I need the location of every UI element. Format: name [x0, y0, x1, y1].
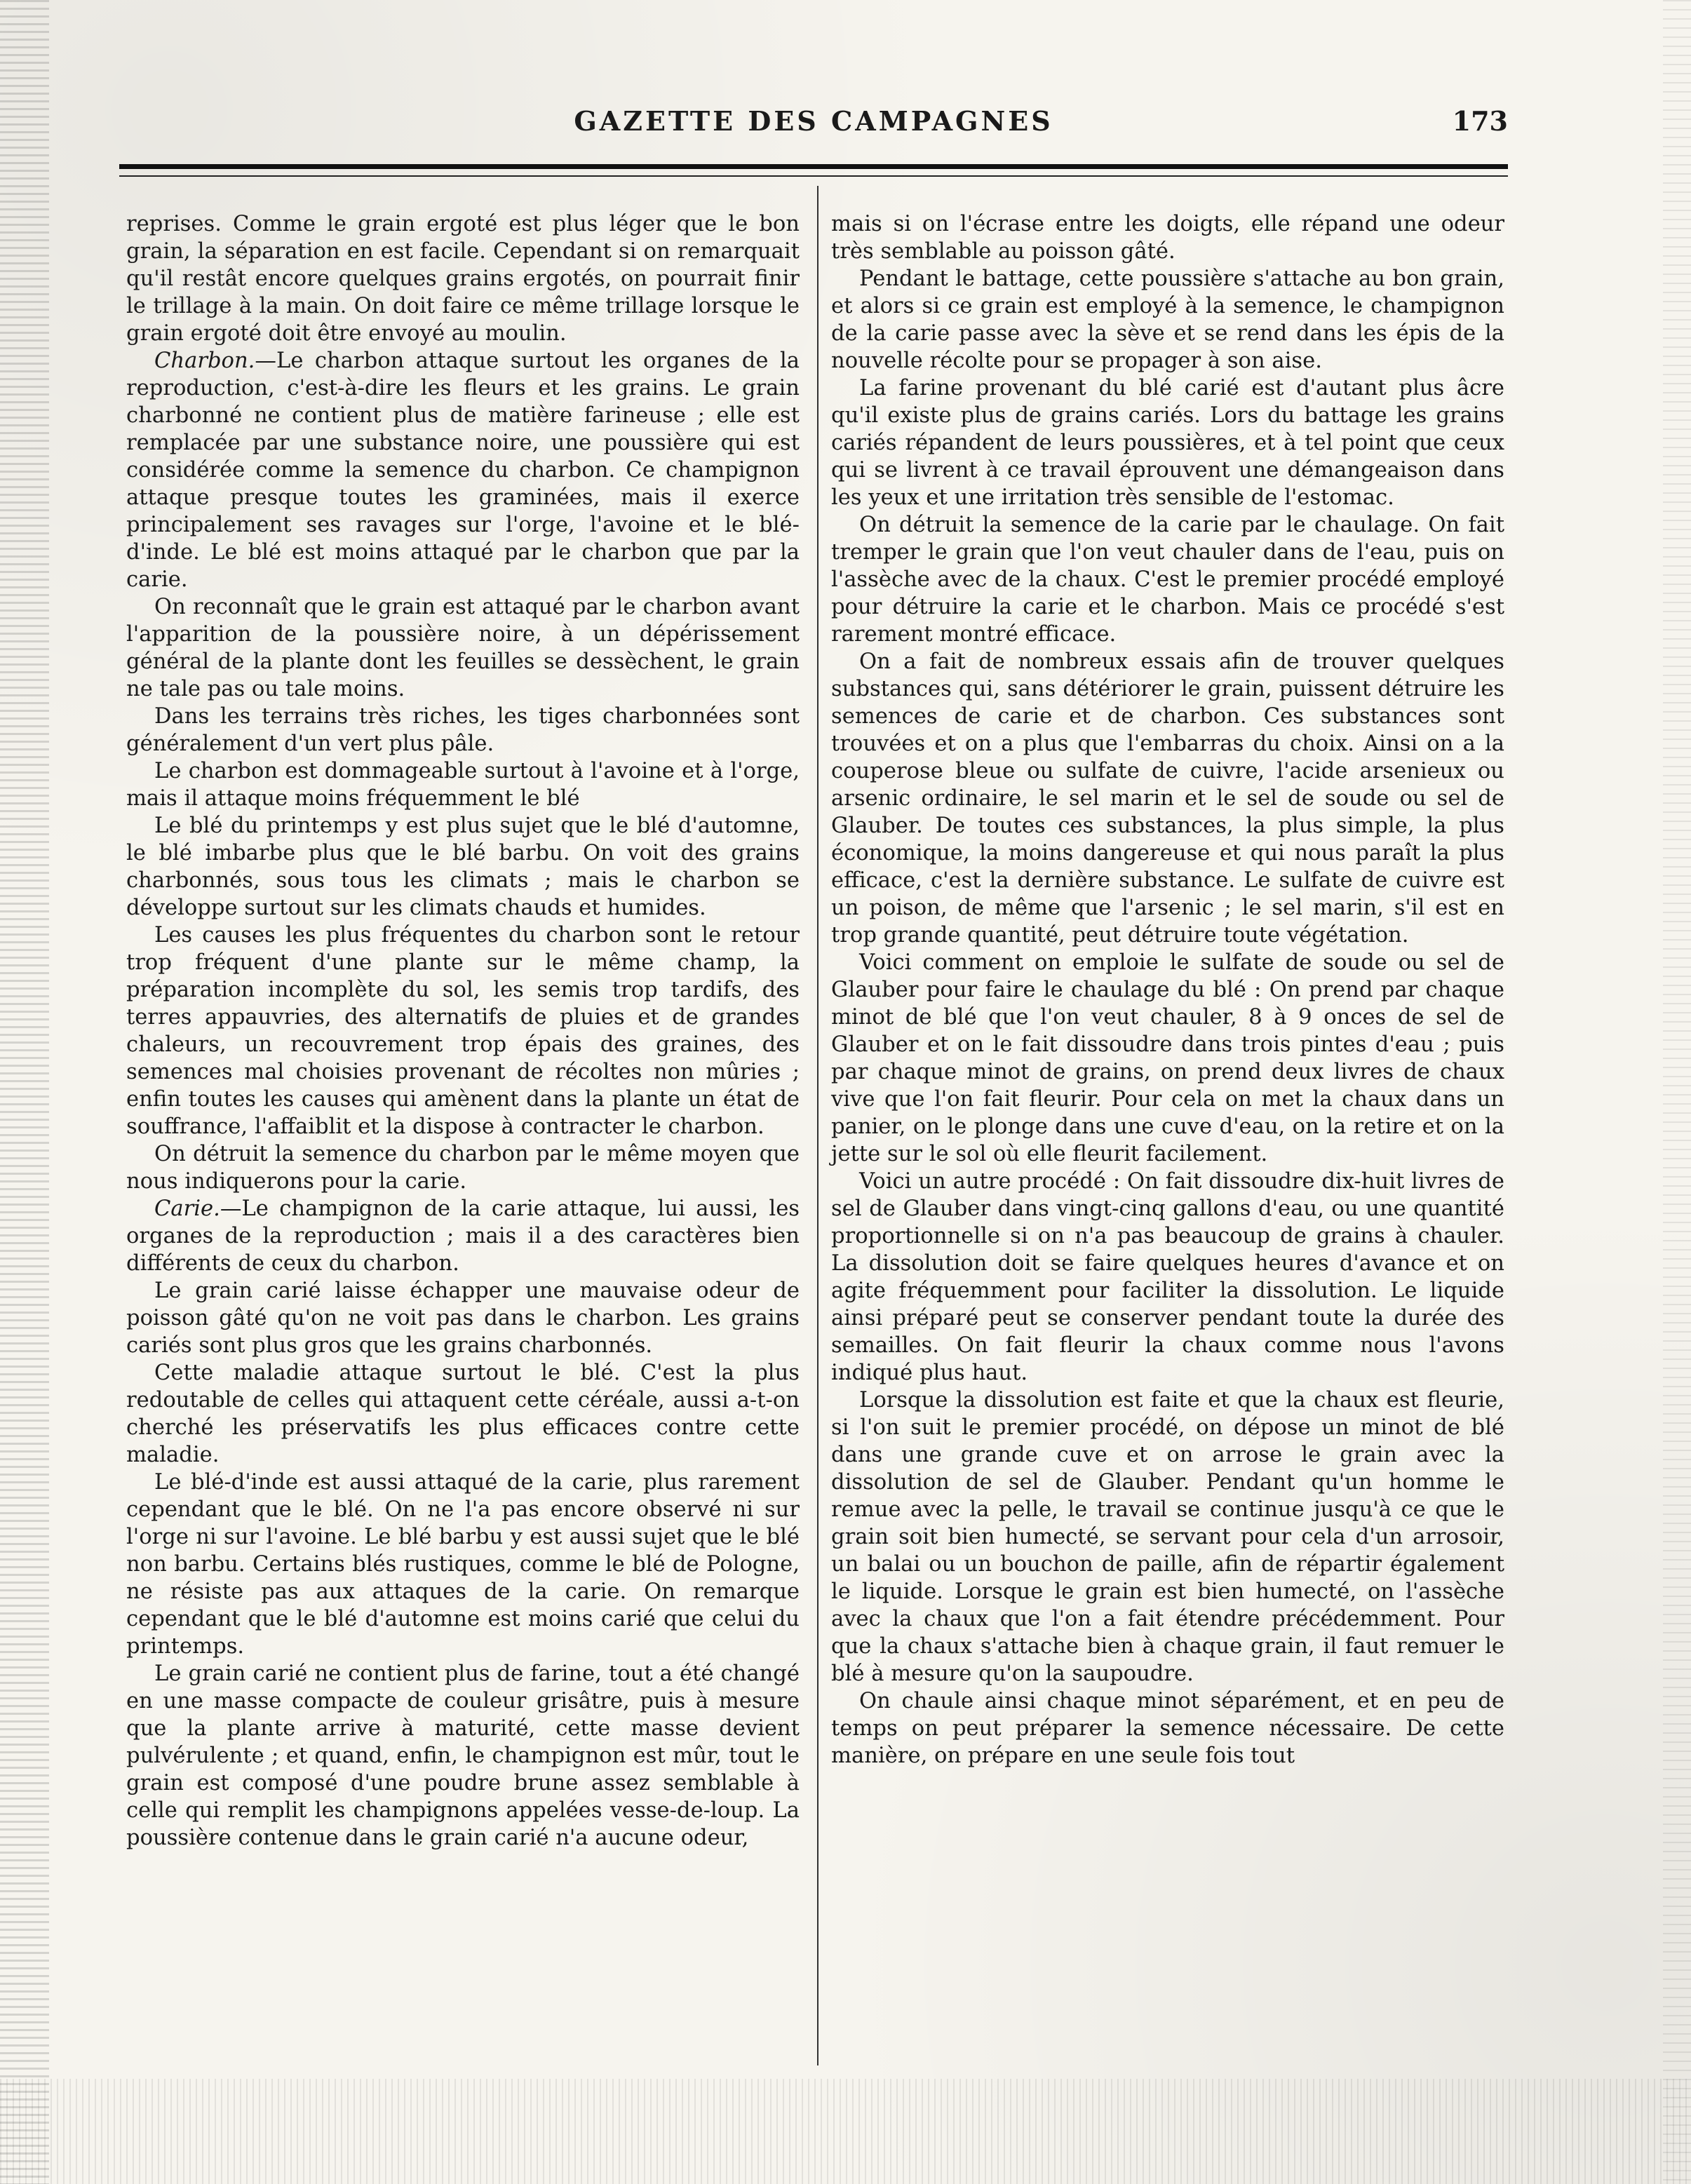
paragraph [831, 1387, 1504, 1687]
paragraph-text: Le grain carié ne contient plus de farine, tout a été changé en une masse compacte de couleur grisâtre, puis à mesure que la plante arrive à maturité, cette masse devient pulvérulente ; et quand, enfin, le champignon est mûr, tout le grain est composé d'une poudre brune assez semblable à celle qui remplit les champignons appelées vesse-de-loup. La poussière contenue dans le grain carié n'a aucune odeur, [126, 1661, 800, 1850]
paragraph [126, 593, 800, 703]
paragraph [831, 1168, 1504, 1387]
paragraph [126, 757, 800, 812]
paragraph-text: La farine provenant du blé carié est d'autant plus âcre qu'il existe plus de grains cariés. Lors du battage les grains cariés répandent de leurs poussières, et à tel point que ceux qui se livrent à ce travail éprouvent une démangeaison dans les yeux et une irritation très sensible de l'estomac. [831, 376, 1504, 510]
paragraph-text: On a fait de nombreux essais afin de trouver quelques substances qui, sans détériorer le grain, puissent détruire les semences de carie et de charbon. Ces substances sont trouvées et on a plus que l'embarras du choix. Ainsi on a la couperose bleue ou sulfate de cuivre, l'acide arsenieux ou arsenic ordinaire, le sel marin et le sel de soude ou sel de Glauber. De toutes ces substances, la plus simple, la plus économique, la moins dangereuse et qui nous paraît la plus efficace, c'est la dernière substance. Le sulfate de cuivre est un poison, de même que l'arsenic ; le sel marin, s'il est en trop grande quantité, peut détruire toute végétation. [831, 649, 1504, 948]
scan-edge-right [1663, 0, 1691, 2184]
paragraph [126, 1277, 800, 1359]
section-lead: Charbon. [154, 349, 255, 373]
paragraph-text: On reconnaît que le grain est attaqué par le charbon avant l'apparition de la poussière noire, à un dépérissement général de la plante dont les feuilles se dessèchent, le grain ne tale pas ou tale moins. [126, 595, 800, 701]
paragraph-text: Voici un autre procédé : On fait dissoudre dix-huit livres de sel de Glauber dans vingt-cinq gallons d'eau, ou une quantité proportionnelle si on n'a pas beaucoup de grains à chauler. La dissolution doit se faire quelques heures d'avance et on agite fréquemment pour faciliter la dissolution. Le liquide ainsi préparé peut se conserver pendant toute la durée des semailles. On fait fleurir la chaux comme nous l'avons indiqué plus haut. [831, 1169, 1504, 1385]
column-divider [817, 186, 818, 2065]
publication-title: GAZETTE DES CAMPAGNES [574, 105, 1053, 137]
paragraph-text: Le grain carié laisse échapper une mauvaise odeur de poisson gâté qu'on ne voit pas dans le charbon. Les grains cariés sont plus gros que les grains charbonnés. [126, 1279, 800, 1358]
paragraph [831, 949, 1504, 1168]
paragraph-text: Les causes les plus fréquentes du charbon sont le retour trop fréquent d'une plante sur le même champ, la préparation incomplète du sol, les semis trop tardifs, des terres appauvries, des alternatifs de pluies et de grandes chaleurs, un recouvrement trop épais des graines, des semences mal choisies provenant de récoltes non mûries ; enfin toutes les causes qui amènent dans la plante un état de souffrance, l'affaiblit et la dispose à contracter le charbon. [126, 923, 800, 1139]
paragraph [831, 648, 1504, 949]
paragraph-text: —Le champignon de la carie attaque, lui aussi, les organes de la reproduction ; mais il a des caractères bien différents de ceux du charbon. [126, 1197, 800, 1276]
paragraph-text: reprises. Comme le grain ergoté est plus léger que le bon grain, la séparation en est facile. Cependant si on remarquait qu'il restât encore quelques grains ergotés, on pourrait finir le trillage à la main. On doit faire ce même trillage lorsque le grain ergoté doit être envoyé au moulin. [126, 212, 800, 346]
paragraph-text: Pendant le battage, cette poussière s'attache au bon grain, et alors si ce grain est employé à la semence, le champignon de la carie passe avec la sève et se rend dans les épis de la nouvelle récolte pour se propager à son aise. [831, 267, 1504, 373]
paragraph-text: mais si on l'écrase entre les doigts, elle répand une odeur très semblable au poisson gâté. [831, 212, 1504, 264]
paragraph [126, 1195, 800, 1277]
paragraph-text: Cette maladie attaque surtout le blé. C'est la plus redoutable de celles qui attaquent cette céréale, aussi a-t-on cherché les préservatifs les plus efficaces contre cette maladie. [126, 1361, 800, 1467]
left-column [126, 210, 800, 1852]
paragraph-text: Le blé du printemps y est plus sujet que le blé d'automne, le blé imbarbe plus que le blé barbu. On voit des grains charbonnés, sous tous les climats ; mais le charbon se développe surtout sur les climats chauds et humides. [126, 814, 800, 920]
paragraph-text: Le charbon est dommageable surtout à l'avoine et à l'orge, mais il attaque moins fréquemment le blé [126, 759, 800, 811]
scan-edge-bottom [0, 2079, 1691, 2184]
paragraph-text: Voici comment on emploie le sulfate de soude ou sel de Glauber pour faire le chaulage du blé : On prend par chaque minot de blé que l'on veut chauler, 8 à 9 onces de sel de Glauber et on le fait dissoudre dans trois pintes d'eau ; puis par chaque minot de grains, on prend deux livres de chaux vive que l'on fait fleurir. Pour cela on met la chaux dans un panier, on le plonge dans une cuve d'eau, on la retire et on la jette sur le sol où elle fleurit facilement. [831, 950, 1504, 1166]
paragraph [831, 375, 1504, 511]
paragraph-text: On chaule ainsi chaque minot séparément, et en peu de temps on peut préparer la semence nécessaire. De cette manière, on prépare en une seule fois tout [831, 1689, 1504, 1768]
paragraph-text: Le blé-d'inde est aussi attaqué de la carie, plus rarement cependant que le blé. On ne l'a pas encore observé ni sur l'orge ni sur l'avoine. Le blé barbu y est aussi sujet que le blé non barbu. Certains blés rustiques, comme le blé de Pologne, ne résiste pas aux attaques de la carie. On remarque cependant que le blé d'automne est moins carié que celui du printemps. [126, 1470, 800, 1659]
paragraph [126, 812, 800, 922]
page-number: 173 [1452, 105, 1508, 137]
paragraph [831, 210, 1504, 265]
paragraph-text: —Le charbon attaque surtout les organes de la reproduction, c'est-à-dire les fleurs et les grains. Le grain charbonné ne contient plus de matière farineuse ; elle est remplacée par une substance noire, une poussière qui est considérée comme la semence du charbon. Ce champignon attaque presque toutes les graminées, mais il exerce principalement ses ravages sur l'orge, l'avoine et le blé-d'inde. Le blé est moins attaqué par le charbon que par la carie. [126, 349, 800, 592]
paragraph-text: Lorsque la dissolution est faite et que la chaux est fleurie, si l'on suit le premier procédé, on dépose un minot de blé dans une grande cuve et on arrose le grain avec la dissolution de sel de Glauber. Pendant qu'un homme le remue avec la pelle, le travail se continue jusqu'à ce que le grain soit bien humecté, se servant pour cela d'un arrosoir, un balai ou un bouchon de paille, afin de répartir également le liquide. Lorsque le grain est bien humecté, on l'assèche avec la chaux que l'on a fait étendre précédemment. Pour que la chaux s'attache bien à chaque grain, il faut remuer le blé à mesure qu'on la saupoudre. [831, 1388, 1504, 1686]
paragraph [126, 210, 800, 347]
right-column [831, 210, 1504, 1770]
paragraph [831, 511, 1504, 648]
scan-edge-left [0, 0, 49, 2184]
paragraph [126, 922, 800, 1140]
section-lead: Carie. [154, 1197, 220, 1221]
paragraph-text: On détruit la semence de la carie par le chaulage. On fait tremper le grain que l'on veut chauler dans de l'eau, puis on l'assèche avec de la chaux. C'est le premier procédé employé pour détruire la carie et le charbon. Mais ce procédé s'est rarement montré efficace. [831, 513, 1504, 647]
paragraph [126, 703, 800, 757]
page-header [119, 105, 1508, 147]
paragraph [831, 265, 1504, 375]
paragraph [126, 347, 800, 593]
paragraph [126, 1660, 800, 1852]
paragraph [831, 1687, 1504, 1770]
paragraph [126, 1140, 800, 1195]
paragraph [126, 1359, 800, 1469]
header-rule-thin [119, 175, 1508, 177]
paragraph-text: Dans les terrains très riches, les tiges charbonnées sont généralement d'un vert plus pâle. [126, 704, 800, 756]
header-rule-thick [119, 164, 1508, 169]
paragraph-text: On détruit la semence du charbon par le même moyen que nous indiquerons pour la carie. [126, 1142, 800, 1194]
paragraph [126, 1469, 800, 1660]
